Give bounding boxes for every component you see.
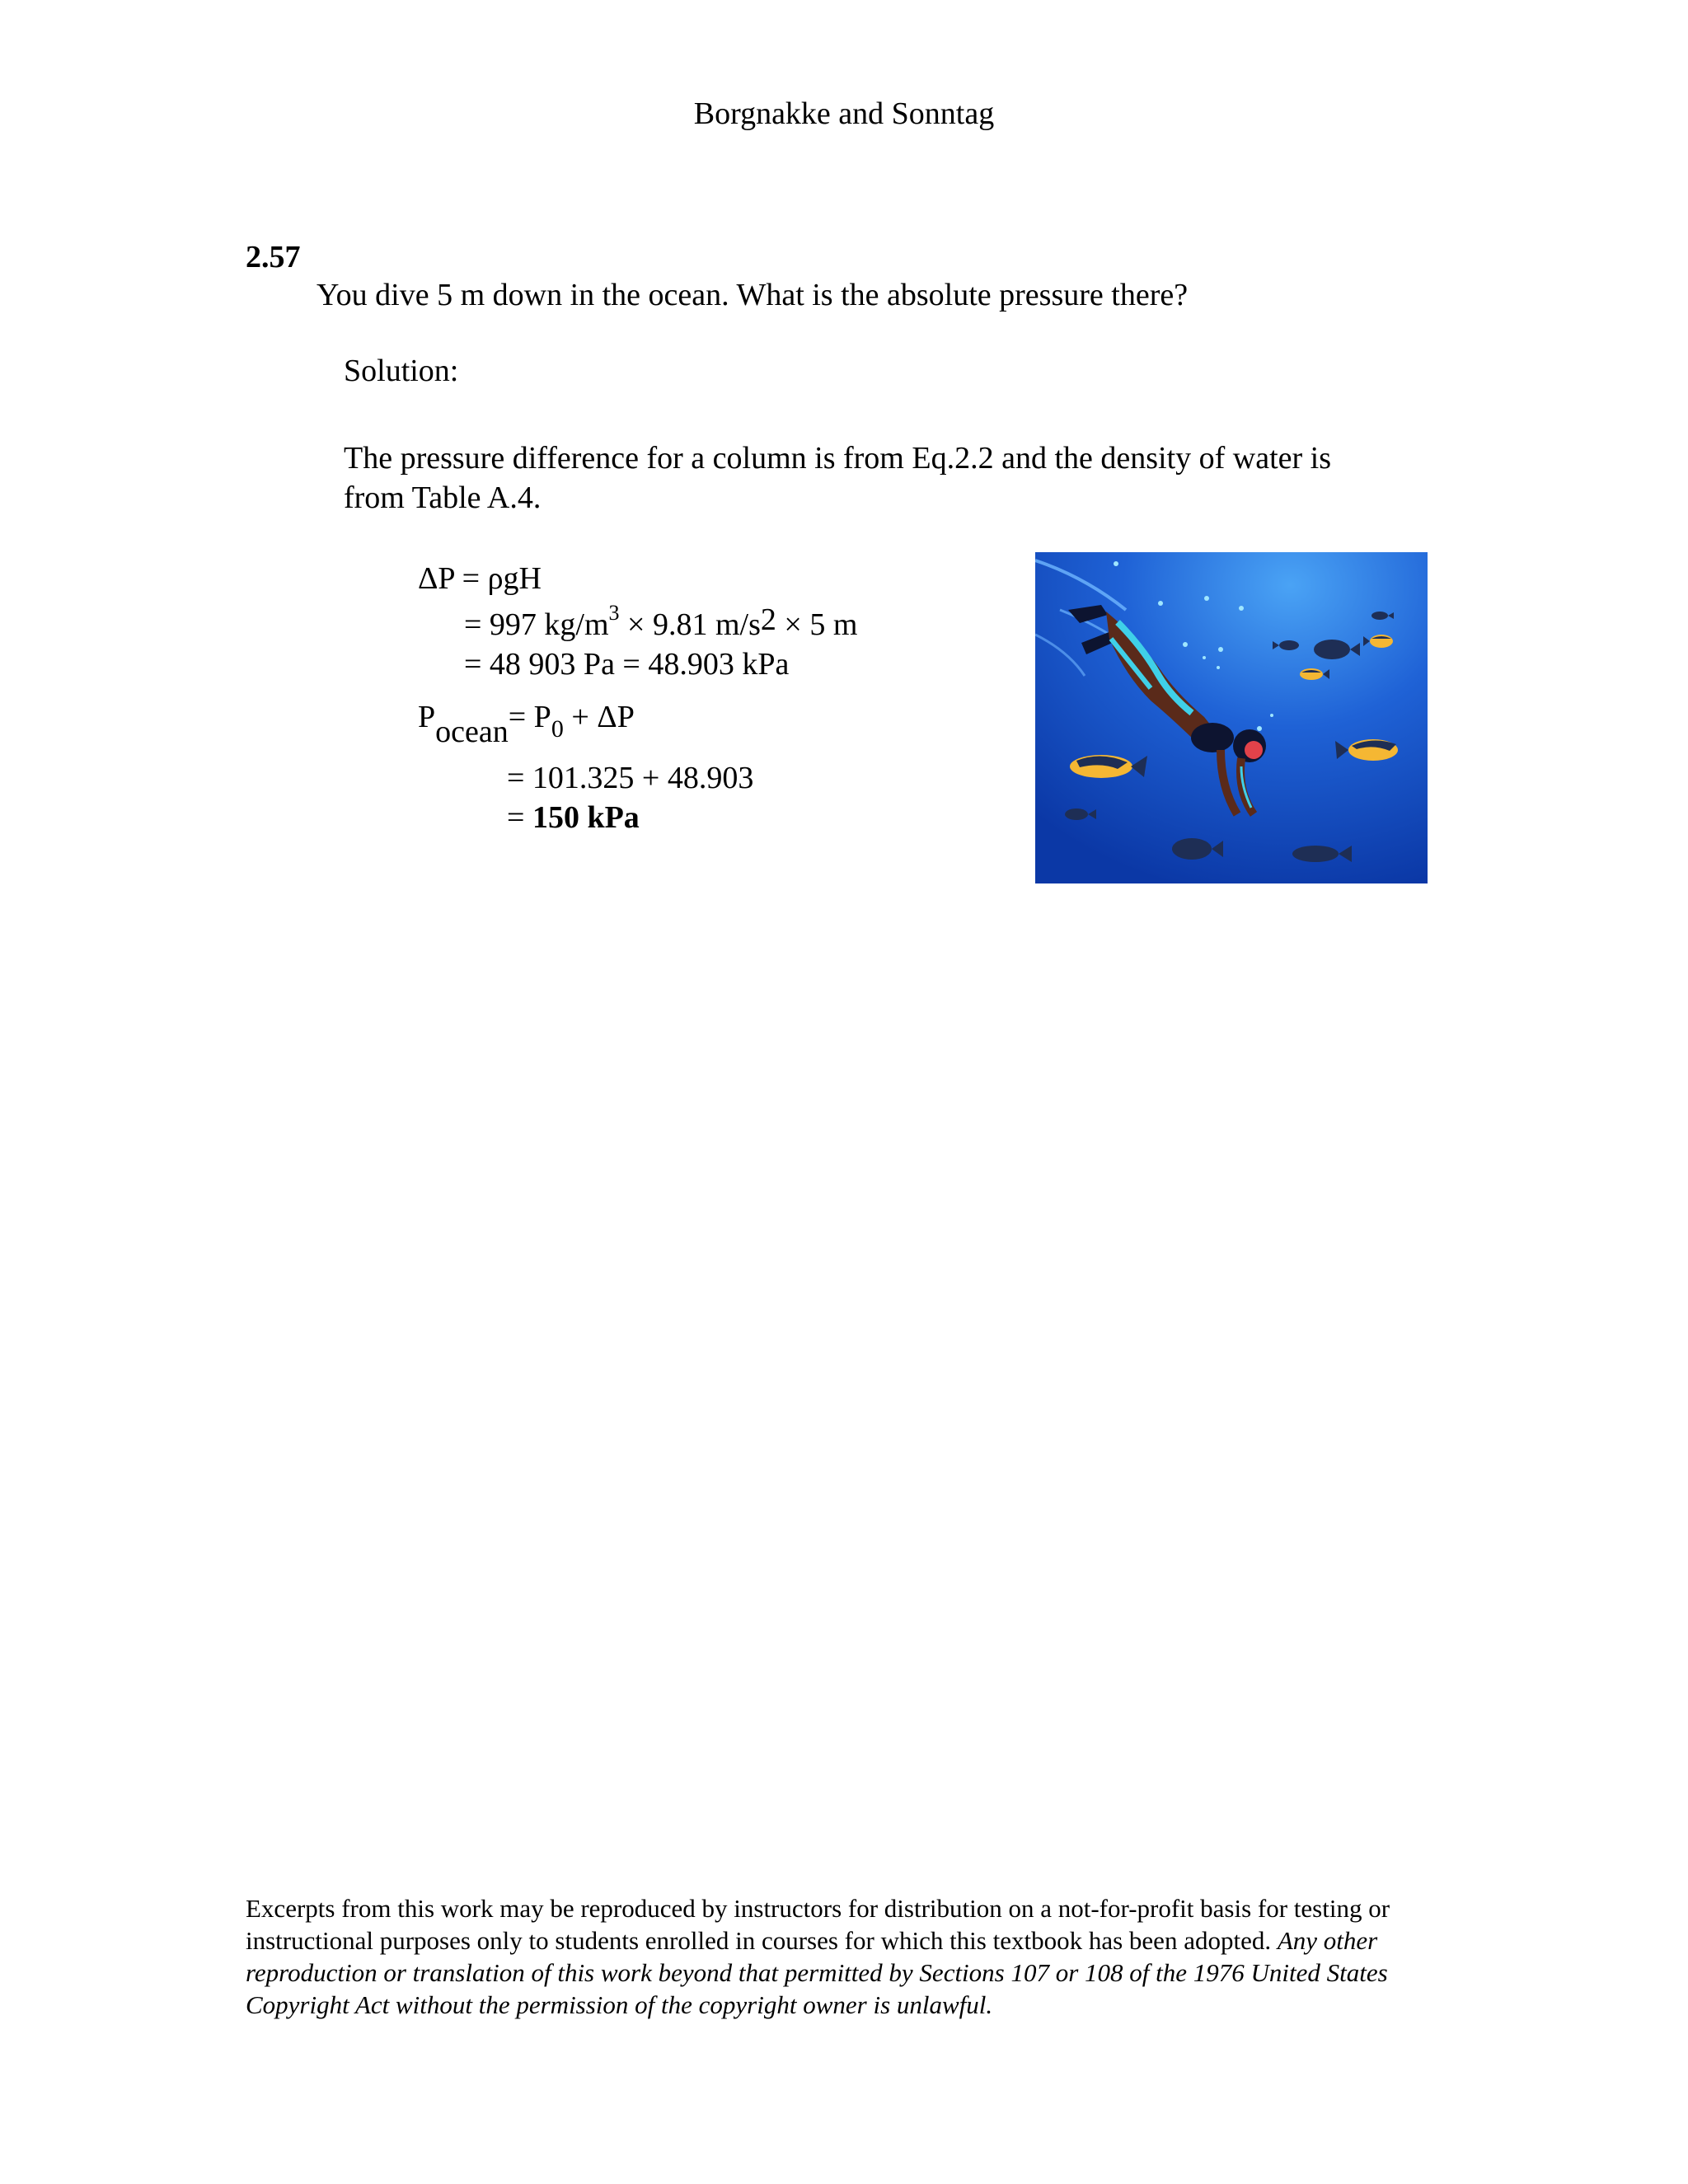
equation-p-ocean (418, 699, 635, 749)
footer-normal-text: Excerpts from this work may be reproduced by instructors for distribution on a not-for-profit basis for testing or instructional purposes only to students enrolled in courses for which this textbook has been adopted. (246, 1894, 1390, 1955)
equation-sum: = 101.325 + 48.903 (507, 761, 754, 795)
scuba-diver-illustration (1035, 552, 1428, 883)
eq-gravity: × 9.81 m/s (619, 607, 761, 642)
eq-sup-3: 3 (608, 601, 620, 625)
eq-sub-0: 0 (551, 715, 564, 743)
eq-height: × 5 m (776, 607, 858, 642)
equation-substitution (464, 601, 858, 643)
eq-sub-ocean: ocean (435, 715, 509, 749)
intro-line-1: The pressure difference for a column is from Eq.2.2 and the density of water is (344, 441, 1332, 476)
ocean-scene-icon (1035, 552, 1428, 883)
problem-question: You dive 5 m down in the ocean. What is the absolute pressure there? (316, 278, 1189, 312)
solution-label: Solution: (344, 354, 459, 388)
copyright-notice (246, 1892, 1449, 2021)
eq-equals-p: = P (508, 700, 551, 734)
solution-intro (344, 438, 1331, 518)
intro-line-2: from Table A.4. (344, 480, 542, 515)
equation-final (507, 799, 640, 836)
page-header: Borgnakke and Sonntag (693, 96, 995, 131)
eq-p: P (418, 700, 436, 734)
eq-plus-delta: + ΔP (563, 700, 635, 734)
eq-density: = 997 kg/m (464, 607, 609, 642)
problem-number: 2.57 (246, 240, 301, 274)
final-answer: 150 kPa (532, 800, 640, 835)
equation-delta-p: ΔP = ρgH (418, 561, 542, 596)
equation-result-pa: = 48 903 Pa = 48.903 kPa (464, 647, 790, 682)
eq-sup-2: 2 (760, 602, 776, 637)
footer-italic-text: Any other reproduction or translation of this work beyond that permitted by Sections 107 or 108 of the 1976 United States Copyright Act without the permission of the copyright owner is unlawful. (246, 1926, 1388, 2019)
eq-final-equals: = (507, 800, 532, 835)
